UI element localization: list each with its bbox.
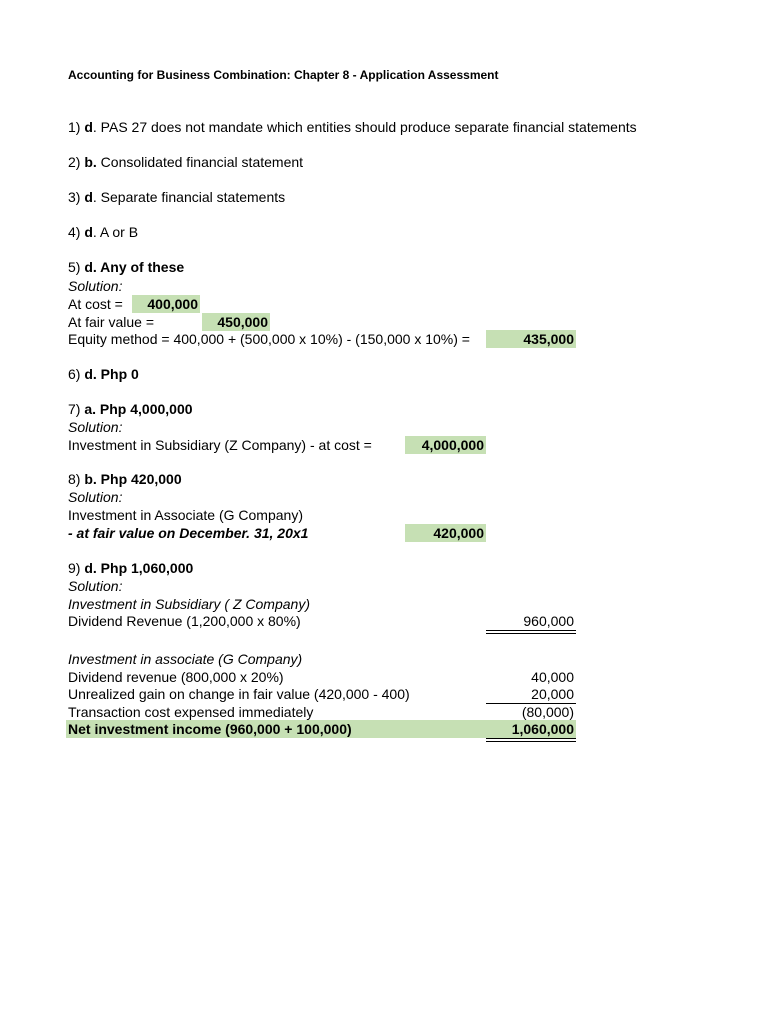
double-underline — [486, 630, 576, 631]
associate-row: Dividend revenue (800,000 x 20%) — [68, 669, 284, 685]
associate-row: Transaction cost expensed immediately — [68, 704, 314, 720]
fair-value-date-value: 420,000 — [405, 524, 486, 542]
associate-row-value: 20,000 — [531, 686, 574, 702]
fair-value-value: 450,000 — [202, 313, 270, 331]
at-cost-value: 400,000 — [132, 295, 200, 313]
associate-heading: Investment in associate (G Company) — [68, 651, 303, 667]
fair-value-label: At fair value = — [68, 314, 154, 330]
associate-row: Unrealized gain on change in fair value (420,000 - 400) — [68, 686, 410, 702]
associate-row-value: (80,000) — [521, 704, 574, 720]
solution-label: Solution: — [68, 578, 123, 594]
question-number: 7) — [68, 401, 81, 417]
question-number: 4) — [68, 224, 81, 240]
answer-text: a. Php 4,000,000 — [84, 401, 193, 417]
page-title: Accounting for Business Combination: Chapter 8 - Application Assessment — [68, 68, 499, 82]
net-investment-income-value: 1,060,000 — [511, 721, 574, 737]
question-5 — [68, 258, 184, 276]
question-number: 1) — [68, 119, 81, 135]
question-number: 5) — [68, 259, 81, 275]
question-2 — [68, 153, 303, 171]
double-underline — [486, 741, 576, 742]
answer-letter: d — [84, 189, 93, 205]
net-investment-income-row — [66, 720, 576, 738]
fair-value-date-label: - at fair value on December. 31, 20x1 — [68, 525, 309, 541]
dividend-revenue-value: 960,000 — [523, 613, 574, 629]
net-investment-income-label: Net investment income (960,000 + 100,000) — [68, 721, 352, 737]
dividend-revenue-label: Dividend Revenue (1,200,000 x 80%) — [68, 613, 301, 629]
answer-letter: b. — [84, 154, 97, 170]
question-1 — [68, 118, 643, 136]
answer-text: d. Php 1,060,000 — [84, 560, 194, 576]
question-8 — [68, 470, 182, 488]
question-number: 6) — [68, 366, 81, 382]
answer-text: d. Php 0 — [84, 366, 139, 382]
question-number: 9) — [68, 560, 81, 576]
answer-text: . PAS 27 does not mandate which entities should produce separate financial statements — [92, 119, 637, 135]
question-number: 8) — [68, 471, 81, 487]
solution-label: Solution: — [68, 278, 123, 294]
question-number: 3) — [68, 189, 81, 205]
question-6 — [68, 365, 139, 383]
solution-label: Solution: — [68, 419, 123, 435]
at-cost-label: At cost = — [68, 296, 123, 312]
associate-row-value: 40,000 — [531, 669, 574, 685]
investment-associate-label: Investment in Associate (G Company) — [68, 507, 303, 523]
question-9 — [68, 559, 193, 577]
investment-subsidiary-label: Investment in Subsidiary (Z Company) - at cost = — [68, 437, 372, 453]
answer-text: . Separate financial statements — [92, 189, 286, 205]
subsidiary-heading: Investment in Subsidiary ( Z Company) — [68, 596, 310, 612]
answer-text: . A or B — [92, 224, 139, 240]
answer-text: Consolidated financial statement — [96, 154, 304, 170]
double-underline — [486, 633, 576, 634]
question-7 — [68, 400, 193, 418]
answer-letter: d — [84, 119, 93, 135]
investment-subsidiary-value: 4,000,000 — [405, 436, 486, 454]
answer-text: d. Any of these — [84, 259, 185, 275]
solution-label: Solution: — [68, 489, 123, 505]
question-3 — [68, 188, 285, 206]
answer-text: b. Php 420,000 — [84, 471, 182, 487]
question-4 — [68, 223, 138, 241]
double-underline — [486, 738, 576, 739]
equity-method-value: 435,000 — [486, 330, 576, 348]
answer-letter: d — [84, 224, 93, 240]
equity-method-label: Equity method = 400,000 + (500,000 x 10%) - (150,000 x 10%) = — [68, 331, 470, 347]
question-number: 2) — [68, 154, 81, 170]
